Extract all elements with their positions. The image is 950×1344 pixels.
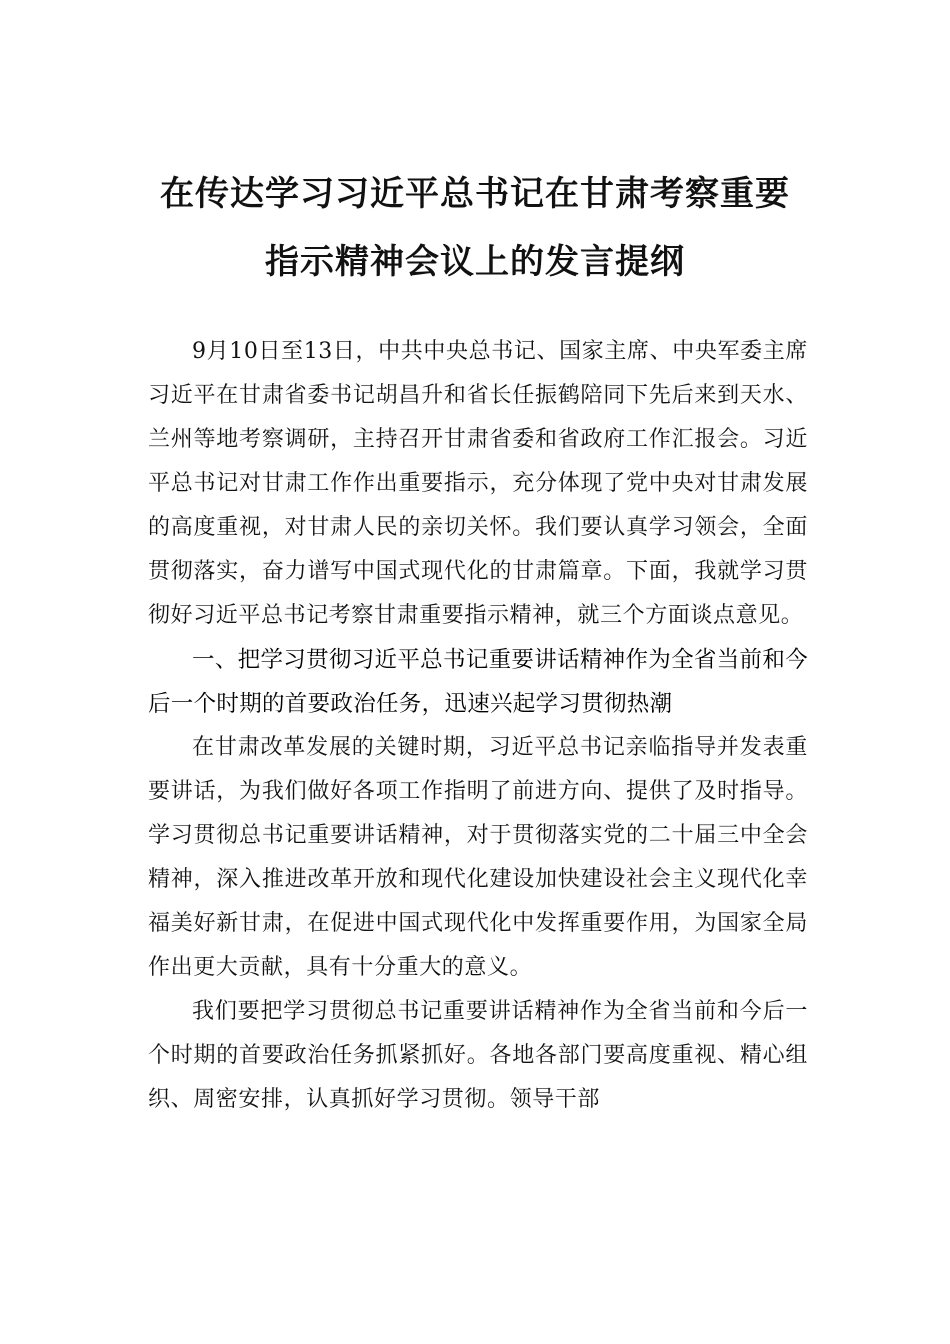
document-body <box>148 330 808 1122</box>
document-title <box>100 160 850 296</box>
section-1-paragraph-1: 在甘肃改革发展的关键时期，习近平总书记亲临指导并发表重要讲话，为我们做好各项工作指明了前进方向、提供了及时指导。学习贯彻总书记重要讲话精神，对于贯彻落实党的二十届三中全会精神，深入推进改革开放和现代化建设加快建设社会主义现代化幸福美好新甘肃，在促进中国式现代化中发挥重要作用，为国家全局作出更大贡献，具有十分重大的意义。 <box>148 735 808 980</box>
title-line-2: 指示精神会议上的发言提纲 <box>265 242 685 282</box>
intro-paragraph: 9月10日至13日，中共中央总书记、国家主席、中央军委主席习近平在甘肃省委书记胡昌升和省长任振鹤陪同下先后来到天水、兰州等地考察调研，主持召开甘肃省委和省政府工作汇报会。习近平总书记对甘肃工作作出重要指示，充分体现了党中央对甘肃发展的高度重视，对甘肃人民的亲切关怀。我们要认真学习领会，全面贯彻落实，奋力谱写中国式现代化的甘肃篇章。下面，我就学习贯彻好习近平总书记考察甘肃重要指示精神，就三个方面谈点意见。 <box>148 339 808 628</box>
section-heading-1: 一、把学习贯彻习近平总书记重要讲话精神作为全省当前和今后一个时期的首要政治任务，迅速兴起学习贯彻热潮 <box>148 647 808 717</box>
title-line-1: 在传达学习习近平总书记在甘肃考察重要 <box>160 174 790 214</box>
section-1-paragraph-2: 我们要把学习贯彻总书记重要讲话精神作为全省当前和今后一个时期的首要政治任务抓紧抓好。各地各部门要高度重视、精心组织、周密安排，认真抓好学习贯彻。领导干部 <box>148 999 808 1112</box>
